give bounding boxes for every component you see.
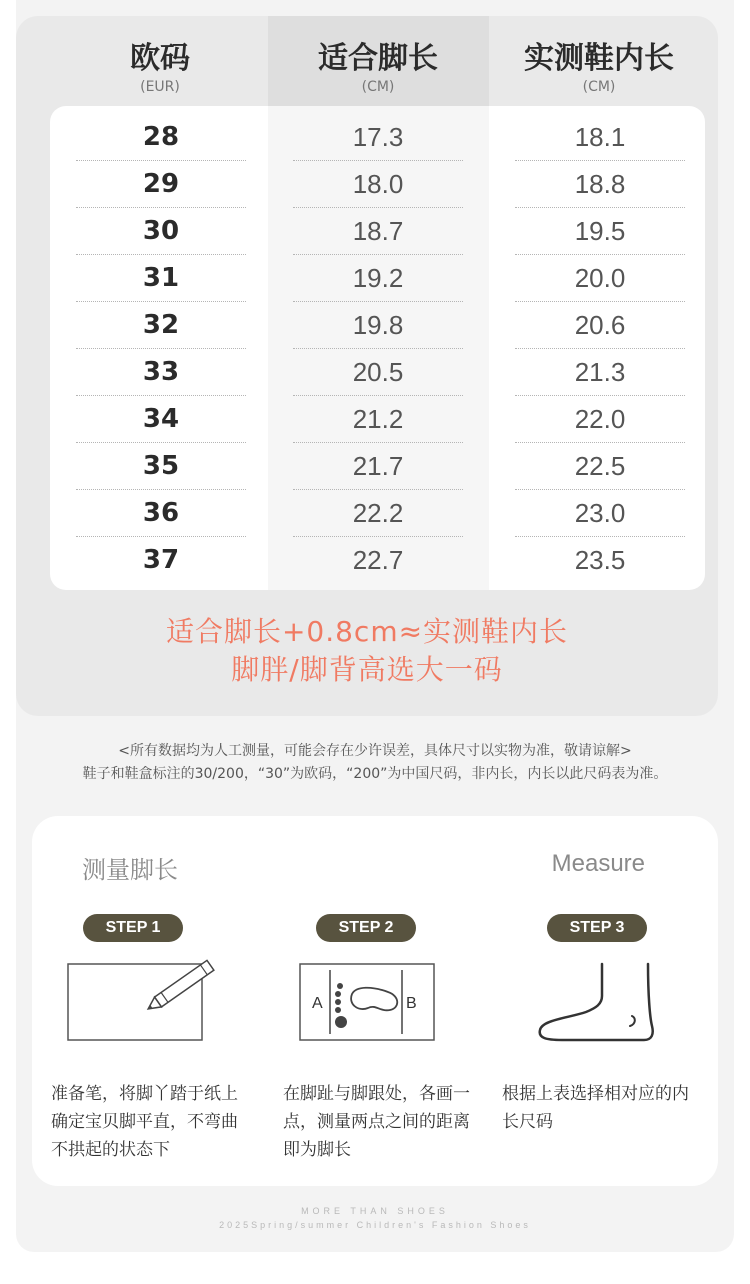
header-foot-length-title: 适合脚长 xyxy=(318,41,438,76)
table-row xyxy=(50,302,705,349)
table-row xyxy=(50,349,705,396)
cell-foot-length: 22.2 xyxy=(352,498,404,528)
marker-a: A xyxy=(312,995,323,1012)
header-foot-length-unit: (CM) xyxy=(361,79,395,95)
disclaimer-note: <所有数据均为人工测量，可能会存在少许误差，具体尺寸以实物为准，敬请谅解> xyxy=(118,743,632,759)
table-row xyxy=(50,208,705,255)
cell-eur-size: 34 xyxy=(142,404,180,434)
cell-foot-length: 19.8 xyxy=(352,310,404,340)
cell-inner-length: 22.0 xyxy=(574,404,626,434)
cell-eur-size: 37 xyxy=(142,545,180,575)
header-eur xyxy=(50,40,270,96)
step-3-description xyxy=(502,1080,712,1136)
measure-title-cn: 测量脚长 xyxy=(82,856,178,884)
table-row xyxy=(50,443,705,490)
cell-eur-size: 29 xyxy=(142,169,180,199)
header-inner-length-unit: (CM) xyxy=(582,79,616,95)
table-row xyxy=(50,537,705,584)
cell-eur-size: 36 xyxy=(142,498,180,528)
cell-inner-length: 21.3 xyxy=(574,357,626,387)
step-1-badge: STEP 1 xyxy=(83,914,183,942)
formula-line-2: 脚胖/脚背高选大一码 xyxy=(231,653,503,686)
cell-inner-length: 23.0 xyxy=(574,498,626,528)
step-2-description xyxy=(283,1080,493,1164)
cell-inner-length: 20.0 xyxy=(574,263,626,293)
cell-foot-length: 18.7 xyxy=(352,216,404,246)
step-1-line: 确定宝贝脚平直，不弯曲 xyxy=(51,1112,238,1132)
size-table xyxy=(50,106,705,590)
cell-foot-length: 19.2 xyxy=(352,263,404,293)
header-eur-title: 欧码 xyxy=(130,41,190,76)
cell-foot-length: 20.5 xyxy=(352,357,404,387)
cell-inner-length: 22.5 xyxy=(574,451,626,481)
cell-foot-length: 21.7 xyxy=(352,451,404,481)
step-1-line: 不拱起的状态下 xyxy=(51,1140,170,1160)
cell-inner-length: 18.1 xyxy=(574,122,626,152)
step-2-line: 在脚趾与脚跟处，各画一 xyxy=(283,1084,470,1104)
table-row xyxy=(50,396,705,443)
header-inner-length xyxy=(489,40,709,96)
step-2-line: 点，测量两点之间的距离 xyxy=(283,1112,470,1132)
step-1-description xyxy=(51,1080,261,1164)
header-foot-length xyxy=(268,40,488,96)
foot-side-icon xyxy=(532,956,692,1050)
step-3-line: 长尺码 xyxy=(502,1112,553,1132)
step-1-line: 准备笔，将脚丫踏于纸上 xyxy=(51,1084,238,1104)
cell-inner-length: 23.5 xyxy=(574,545,626,575)
footer-tagline: MORE THAN SHOES xyxy=(301,1206,449,1216)
cell-eur-size: 33 xyxy=(142,357,180,387)
header-eur-unit: (EUR) xyxy=(140,79,180,95)
cell-eur-size: 30 xyxy=(142,216,180,246)
cell-inner-length: 19.5 xyxy=(574,216,626,246)
table-row xyxy=(50,490,705,537)
table-row xyxy=(50,114,705,161)
step-2-badge: STEP 2 xyxy=(316,914,416,942)
cell-inner-length: 20.6 xyxy=(574,310,626,340)
box-size-note: 鞋子和鞋盒标注的30/200，“30”为欧码，“200”为中国尺码，非内长，内长以此尺码表为准。 xyxy=(82,766,668,782)
cell-foot-length: 21.2 xyxy=(352,404,404,434)
step-3-line: 根据上表选择相对应的内 xyxy=(502,1084,689,1104)
formula-line-1: 适合脚长+0.8cm≈实测鞋内长 xyxy=(165,615,569,648)
cell-foot-length: 18.0 xyxy=(352,169,404,199)
size-chart-card xyxy=(16,16,718,716)
header-inner-length-title: 实测鞋内长 xyxy=(524,41,674,76)
footprint-measure-icon xyxy=(298,956,458,1050)
paper-pencil-icon xyxy=(66,956,226,1050)
marker-b: B xyxy=(406,995,417,1012)
cell-eur-size: 32 xyxy=(142,310,180,340)
cell-eur-size: 28 xyxy=(142,122,180,152)
table-row xyxy=(50,255,705,302)
cell-eur-size: 31 xyxy=(142,263,180,293)
step-2-line: 即为脚长 xyxy=(283,1140,351,1160)
cell-foot-length: 17.3 xyxy=(352,122,404,152)
step-3-badge: STEP 3 xyxy=(547,914,647,942)
measure-title-en: Measure xyxy=(551,850,645,877)
measure-guide-card xyxy=(32,816,718,1186)
cell-eur-size: 35 xyxy=(142,451,180,481)
table-row xyxy=(50,161,705,208)
footer-season: 2025Spring/summer Children's Fashion Shoes xyxy=(219,1220,531,1230)
cell-inner-length: 18.8 xyxy=(574,169,626,199)
cell-foot-length: 22.7 xyxy=(352,545,404,575)
